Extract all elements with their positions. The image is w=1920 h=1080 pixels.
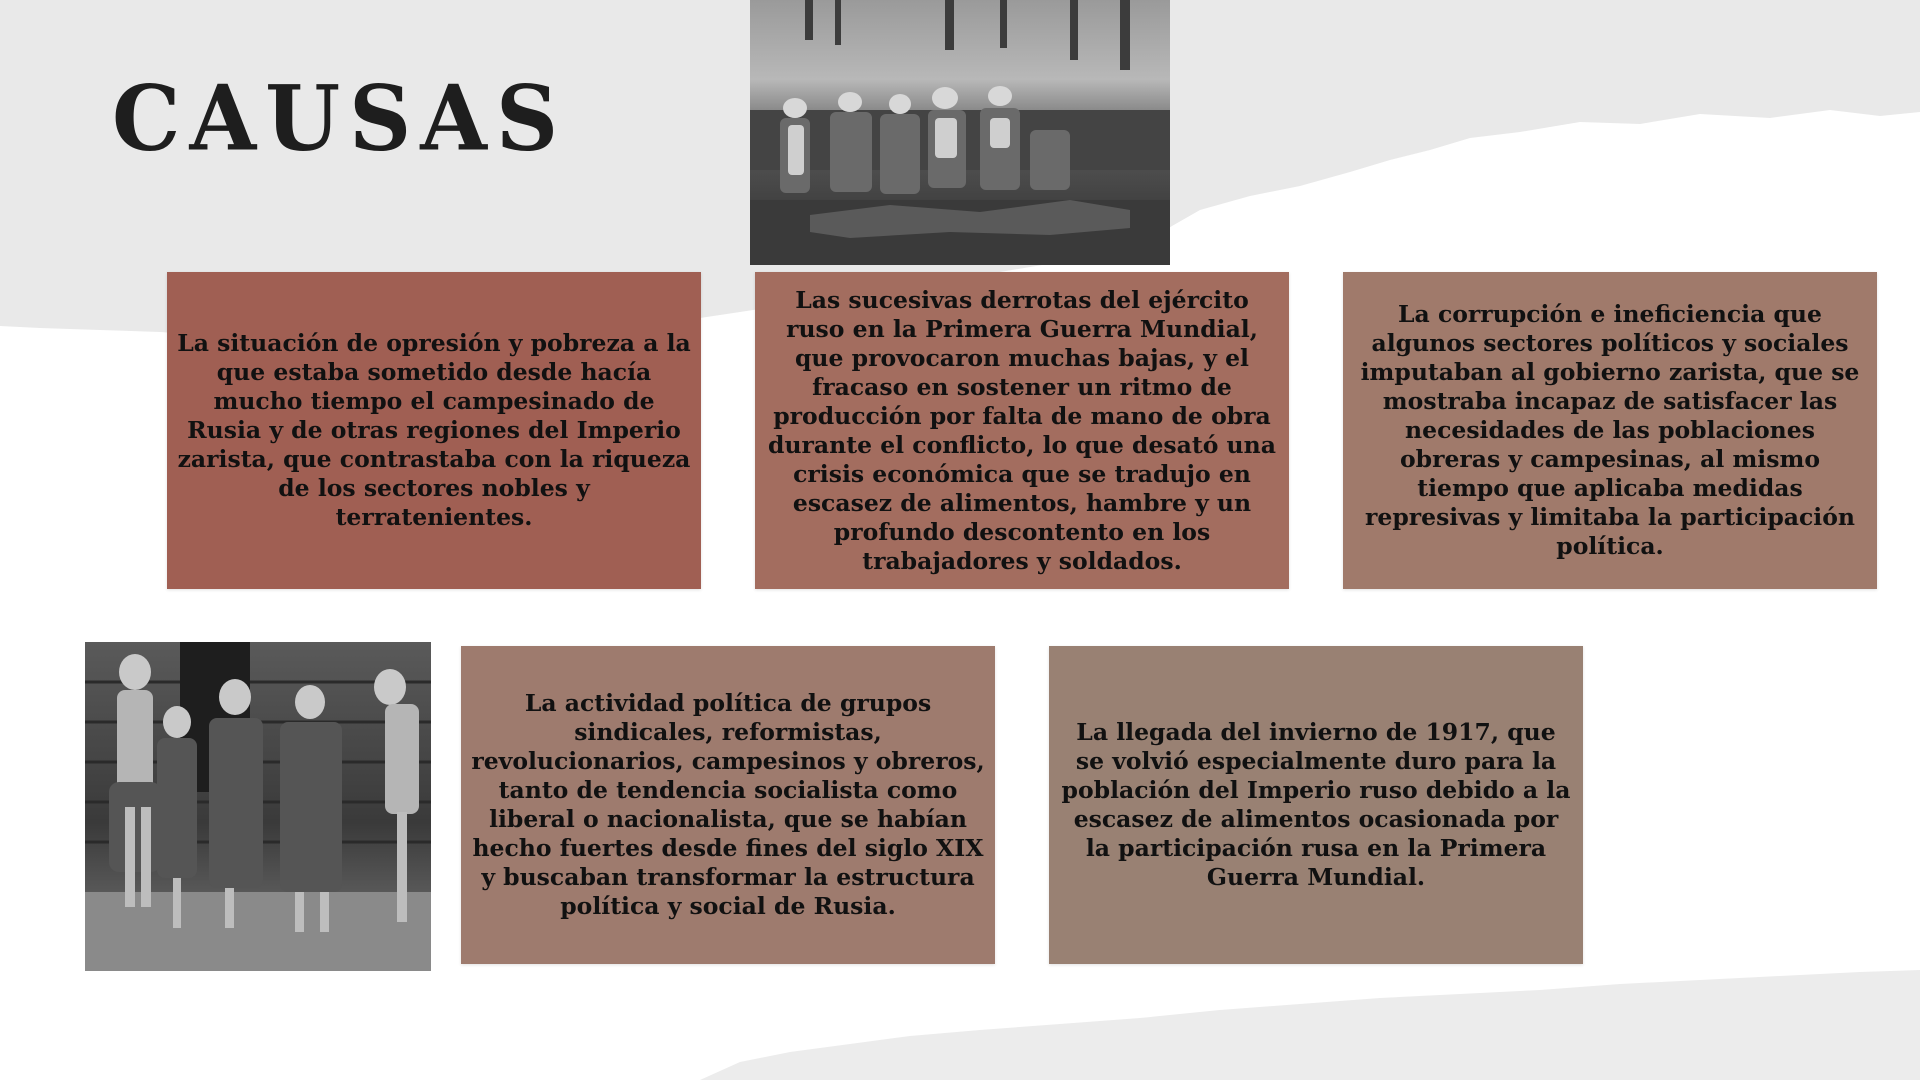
cause-card-invierno bbox=[1049, 646, 1583, 964]
cause-text: La llegada del invierno de 1917, que se volvió especialmente duro para la población del Imperio ruso debido a la escasez de alimentos ocasionada por la participación rusa en la Primera Guerra Mundial. bbox=[1061, 718, 1571, 891]
cause-text: La actividad política de grupos sindicales, reformistas, revolucionarios, campesinos y obreros, tanto de tendencia socialista como liberal o nacionalista, que se habían hecho fuertes desde fines del siglo XIX y buscaban transformar la estructura política y social de Rusia. bbox=[471, 689, 985, 920]
cause-card-derrotas bbox=[755, 272, 1289, 589]
cause-text: Las sucesivas derrotas del ejército ruso en la Primera Guerra Mundial, que provocaron muchas bajas, y el fracaso en sostener un ritmo de producción por falta de mano de obra durante el conflicto, lo que desató una crisis económica que se tradujo en escasez de alimentos, hambre y un profundo descontento en los trabajadores y soldados. bbox=[768, 285, 1276, 575]
children-photo-icon bbox=[85, 642, 431, 971]
cause-card-opresion bbox=[167, 272, 701, 589]
cause-card-corrupcion bbox=[1343, 272, 1877, 589]
cause-text: La situación de opresión y pobreza a la que estaba sometido desde hacía mucho tiempo el campesinado de Rusia y de otras regiones del Imperio zarista, que contrastaba con la riqueza de los sectores nobles y terratenientes. bbox=[177, 329, 691, 531]
slide-title: CAUSAS bbox=[112, 65, 568, 172]
group-photo-icon bbox=[750, 0, 1170, 265]
cause-text: La corrupción e ineficiencia que algunos sectores políticos y sociales imputaban al gobierno zarista, que se mostraba incapaz de satisfacer las necesidades de las poblaciones obreras y campesinas, al mismo tiempo que aplicaba medidas represivas y limitaba la participación política. bbox=[1360, 300, 1860, 560]
cause-card-actividad-politica bbox=[461, 646, 995, 964]
